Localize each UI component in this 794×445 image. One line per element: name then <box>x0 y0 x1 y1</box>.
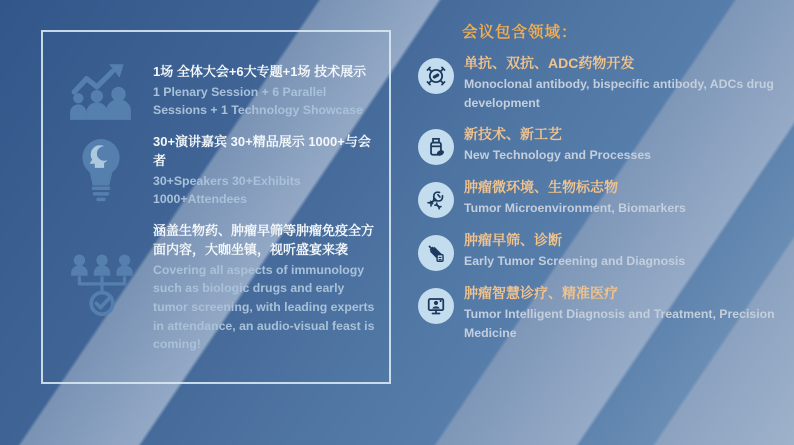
list-item <box>418 125 780 165</box>
field-en-newtech: New Technology and Processes <box>464 148 652 163</box>
list-item <box>418 284 780 342</box>
stat-text-block <box>153 62 377 120</box>
list-item <box>418 54 780 112</box>
stat-text-block <box>153 221 377 354</box>
antibody-molecule-icon <box>418 58 454 94</box>
field-zh-screening: 肿瘤早筛、诊断 <box>464 232 562 249</box>
stat-zh-coverage: 涵盖生物药、肿瘤早筛等肿瘤免疫全方面内容，大咖坐镇，视听盛宴来袭 <box>153 222 375 258</box>
field-en-screening: Early Tumor Screening and Diagnosis <box>464 254 686 269</box>
growth-chart-people-icon <box>63 62 139 120</box>
field-en-precision: Tumor Intelligent Diagnosis and Treatment, Precision Medicine <box>464 307 775 340</box>
syringe-icon <box>418 235 454 271</box>
field-text-block <box>464 231 780 271</box>
list-item <box>63 132 377 209</box>
monitor-diagnosis-icon <box>418 288 454 324</box>
stat-en-sessions: 1 Plenary Session + 6 Parallel Sessions + 1 Technology Showcase <box>153 84 363 118</box>
conference-fields-panel <box>418 20 780 355</box>
stat-en-coverage: Covering all aspects of immunology such as biologic drugs and early tumor screening, with leading experts in attendance, an audio-visual feast is coming! <box>153 262 375 352</box>
conference-stats-panel <box>41 30 391 384</box>
stat-zh-attendees: 30+演讲嘉宾 30+精品展示 1000+与会者 <box>153 133 371 169</box>
list-item <box>63 221 377 354</box>
field-zh-biomarkers: 肿瘤微环境、生物标志物 <box>464 179 618 196</box>
dna-icon <box>418 182 454 218</box>
stat-en-attendees: 30+Speakers 30+Exhibits 1000+Attendees <box>153 173 301 207</box>
list-item <box>418 178 780 218</box>
list-item <box>418 231 780 271</box>
field-text-block <box>464 284 780 342</box>
lightbulb-idea-icon <box>63 138 139 202</box>
stat-zh-sessions: 1场 全体大会+6大专题+1场 技术展示 <box>153 64 367 80</box>
field-zh-precision: 肿瘤智慧诊疗、精准医疗 <box>464 285 618 302</box>
experts-network-check-icon <box>63 254 139 320</box>
field-zh-newtech: 新技术、新工艺 <box>464 126 562 143</box>
list-item <box>63 62 377 120</box>
field-text-block <box>464 125 780 165</box>
field-en-biomarkers: Tumor Microenvironment, Biomarkers <box>464 201 686 216</box>
medicine-bottle-icon <box>418 129 454 165</box>
fields-heading: 会议包含领域： <box>462 24 578 41</box>
field-text-block <box>464 178 780 218</box>
field-text-block <box>464 54 780 112</box>
stat-text-block <box>153 132 377 209</box>
field-zh-adc: 单抗、双抗、ADC药物开发 <box>464 55 635 71</box>
field-en-adc: Monoclonal antibody, bispecific antibody, ADCs drug development <box>464 77 774 110</box>
